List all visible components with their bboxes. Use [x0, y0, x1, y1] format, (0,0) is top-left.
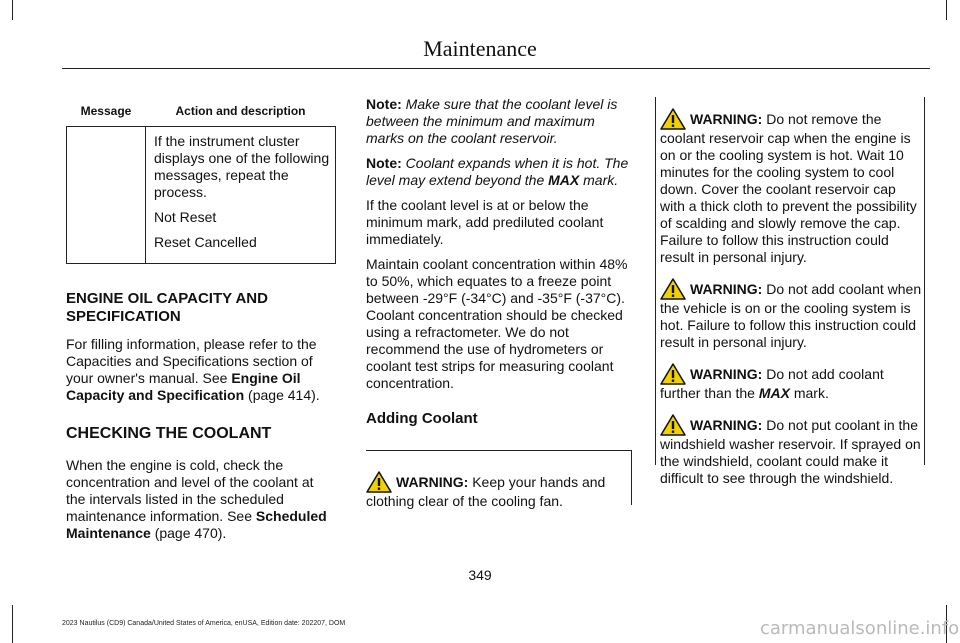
scheduled-maintenance-xref-link[interactable]: Scheduled Maintenance: [66, 508, 327, 541]
warning-washer-reservoir: [660, 414, 924, 487]
column-2: [366, 96, 632, 509]
page-number: 349: [468, 567, 492, 583]
engine-oil-page-ref: (page 414).: [244, 387, 320, 403]
warning-reservoir-cap: [660, 108, 924, 266]
action-text: If the instrument cluster displays one of the following messages, repeat the process.: [154, 133, 330, 200]
warning-triangle-icon: [366, 471, 392, 493]
note-coolant-level: [366, 96, 632, 147]
warning-text: Do not add coolant further than the: [660, 366, 884, 401]
action-message-reset-cancelled: Reset Cancelled: [154, 234, 257, 250]
table-row: [67, 127, 336, 264]
message-table: [66, 96, 336, 264]
adding-coolant-heading: Adding Coolant: [366, 410, 478, 427]
crop-mark-top-left: [12, 0, 13, 20]
warning-text: Do not add coolant when the vehicle is on or the cooling system is hot. Failure to follow this instruction could result in personal injury.: [660, 281, 922, 350]
checking-coolant-text: When the engine is cold, check the concentration and level of the coolant at the intervals listed in the scheduled maintenance information. See: [66, 457, 314, 524]
warning-triangle-icon: [660, 108, 686, 130]
warning-text-end: mark.: [789, 385, 829, 401]
engine-oil-paragraph: [66, 336, 336, 404]
table-header-action: Action and description: [146, 96, 336, 127]
engine-oil-text: For filling information, please refer to the Capacities and Specifications section of your owner's manual. See: [66, 336, 317, 386]
crop-mark-bottom-left: [12, 605, 13, 643]
warning-text: Do not put coolant in the windshield washer reservoir. If sprayed on the windshield, coolant could make it difficult to see through the windshield.: [660, 417, 921, 486]
note-label: Note:: [366, 155, 402, 171]
page-title: Maintenance: [423, 36, 537, 61]
warning-triangle-icon: [660, 363, 686, 385]
scheduled-maintenance-page-ref: (page 470).: [150, 525, 227, 541]
warning-label: WARNING:: [690, 417, 763, 433]
table-header-message: Message: [67, 96, 146, 127]
warning-label: WARNING:: [396, 474, 469, 490]
warning-add-coolant-hot: [660, 278, 924, 351]
table-cell-message: [67, 127, 146, 264]
watermark: carmanualsonline.info: [760, 618, 960, 639]
max-mark-label: MAX: [548, 172, 580, 188]
note-label: Note:: [366, 96, 402, 112]
warning-label: WARNING:: [690, 281, 763, 297]
warning-label: WARNING:: [690, 366, 763, 382]
checking-coolant-heading: CHECKING THE COOLANT: [66, 425, 272, 442]
engine-oil-xref-link[interactable]: Engine Oil Capacity and Specification: [66, 370, 301, 403]
engine-oil-heading: ENGINE OIL CAPACITY AND SPECIFICATION: [66, 290, 268, 325]
warning-text: Keep your hands and clothing clear of the cooling fan.: [366, 474, 606, 509]
coolant-level-paragraph: If the coolant level is at or below the minimum mark, add prediluted coolant immediately.: [366, 197, 604, 247]
max-mark-label: MAX: [758, 385, 790, 401]
note-coolant-expands: [366, 155, 632, 189]
fan-warning: [366, 471, 627, 510]
warning-label: WARNING:: [690, 111, 763, 127]
note-text: Make sure that the coolant level is between the minimum and maximum marks on the coolant reservoir.: [366, 96, 618, 146]
coolant-concentration-paragraph: Maintain coolant concentration within 48% to 50%, which equates to a freeze point between -29°F (-34°C) and -35°F (-37°C). Coolant concentration should be checked using a refractometer. We do not recommend the use of hydrometers or coolant test strips for measuring coolant concentration.: [366, 256, 628, 391]
table-header-row: [67, 96, 336, 127]
warning-triangle-icon: [660, 414, 686, 436]
column-1: [66, 96, 336, 550]
warning-text: Do not remove the coolant reservoir cap when the engine is on or the cooling system is hot. Wait 10 minutes for the cooling system to cool down. Cover the coolant reservoir cap with a thick cloth to prevent the possibility of scalding and slowly remove the cap. Failure to follow this instruction could result in personal injury.: [660, 111, 917, 265]
note-text: Coolant expands when it is hot. The level may extend beyond the: [366, 155, 629, 188]
header-rule: [62, 68, 930, 69]
note-text-end: mark.: [579, 172, 619, 188]
fan-warning-box: [366, 450, 632, 509]
warning-max-mark: [660, 363, 924, 402]
column-3: [660, 108, 924, 499]
warning-triangle-icon: [660, 278, 686, 300]
table-cell-action: [146, 127, 336, 264]
edition-footer: 2023 Nautilus (CD9) Canada/United States of America, enUSA, Edition date: 202207, DOM: [62, 620, 346, 627]
crop-mark-top-right: [946, 0, 947, 20]
checking-coolant-paragraph: [66, 457, 336, 542]
action-message-not-reset: Not Reset: [154, 209, 217, 225]
